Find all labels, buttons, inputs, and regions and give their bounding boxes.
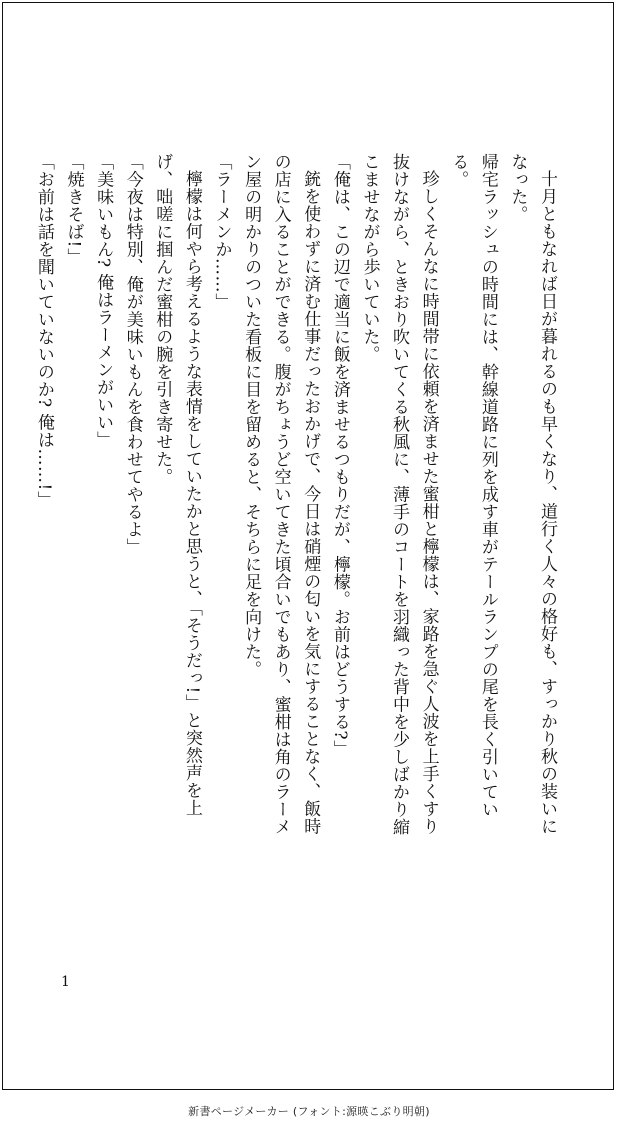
dialogue-1: 「俺は、この辺で適当に飯を済ませるつもりだが、檸檬。お前はどうする?」 [329, 153, 350, 758]
dialogue-2: 「ラーメンか……」 [211, 153, 232, 311]
footer-caption: 新書ページメーカー (フォント:源暎こぶり明朝) [188, 1105, 430, 1118]
dialogue-4: 「美味いもん? 俺はラーメンがいい」 [93, 153, 114, 449]
paragraph-2: 帰宅ラッシュの時間には、幹線道路に列を成す車がテールランプの尾を長く引いている。 [448, 153, 498, 818]
page-frame [2, 2, 614, 1090]
paragraph-4: 銃を使わずに済む仕事だったおかげで、今日は硝煙の匂いを気にすることなく、飯時の店に入ることができる。腹がちょうど空いてきた頃合いでもあり、蜜柑は角のラーメン屋の明かりのついた看板に目を留めると、そちらに足を向けた。 [241, 153, 321, 836]
paragraph-1: 十月ともなれば日が暮れるのも早くなり、道行く人々の格好も、すっかり秋の装いになった。 [507, 153, 557, 835]
page-number: 1 [61, 974, 70, 990]
dialogue-5: 「焼きそば!」 [63, 153, 84, 266]
paragraph-3: 珍しくそんなに時間帯に依頼を済ませた蜜柑と檸檬は、家路を急ぐ人波を上手くすり抜けながら、ときおり吹いてくる秋風に、薄手のコートを羽織った背中を少しばかり縮こませながら歩いていた。 [359, 153, 439, 836]
paragraph-5: 檸檬は何やら考えるような表情をしていたかと思うと、「そうだっ!」と突然声を上げ、咄嗟に掴んだ蜜柑の腕を引き寄せた。 [152, 153, 202, 817]
vertical-text-body [33, 153, 561, 843]
dialogue-6: 「お前は話を聞いていないのか? 俺は……!」 [33, 153, 54, 509]
dialogue-3: 「今夜は特別、俺が美味いもんを食わせてやるよ」 [122, 153, 143, 556]
